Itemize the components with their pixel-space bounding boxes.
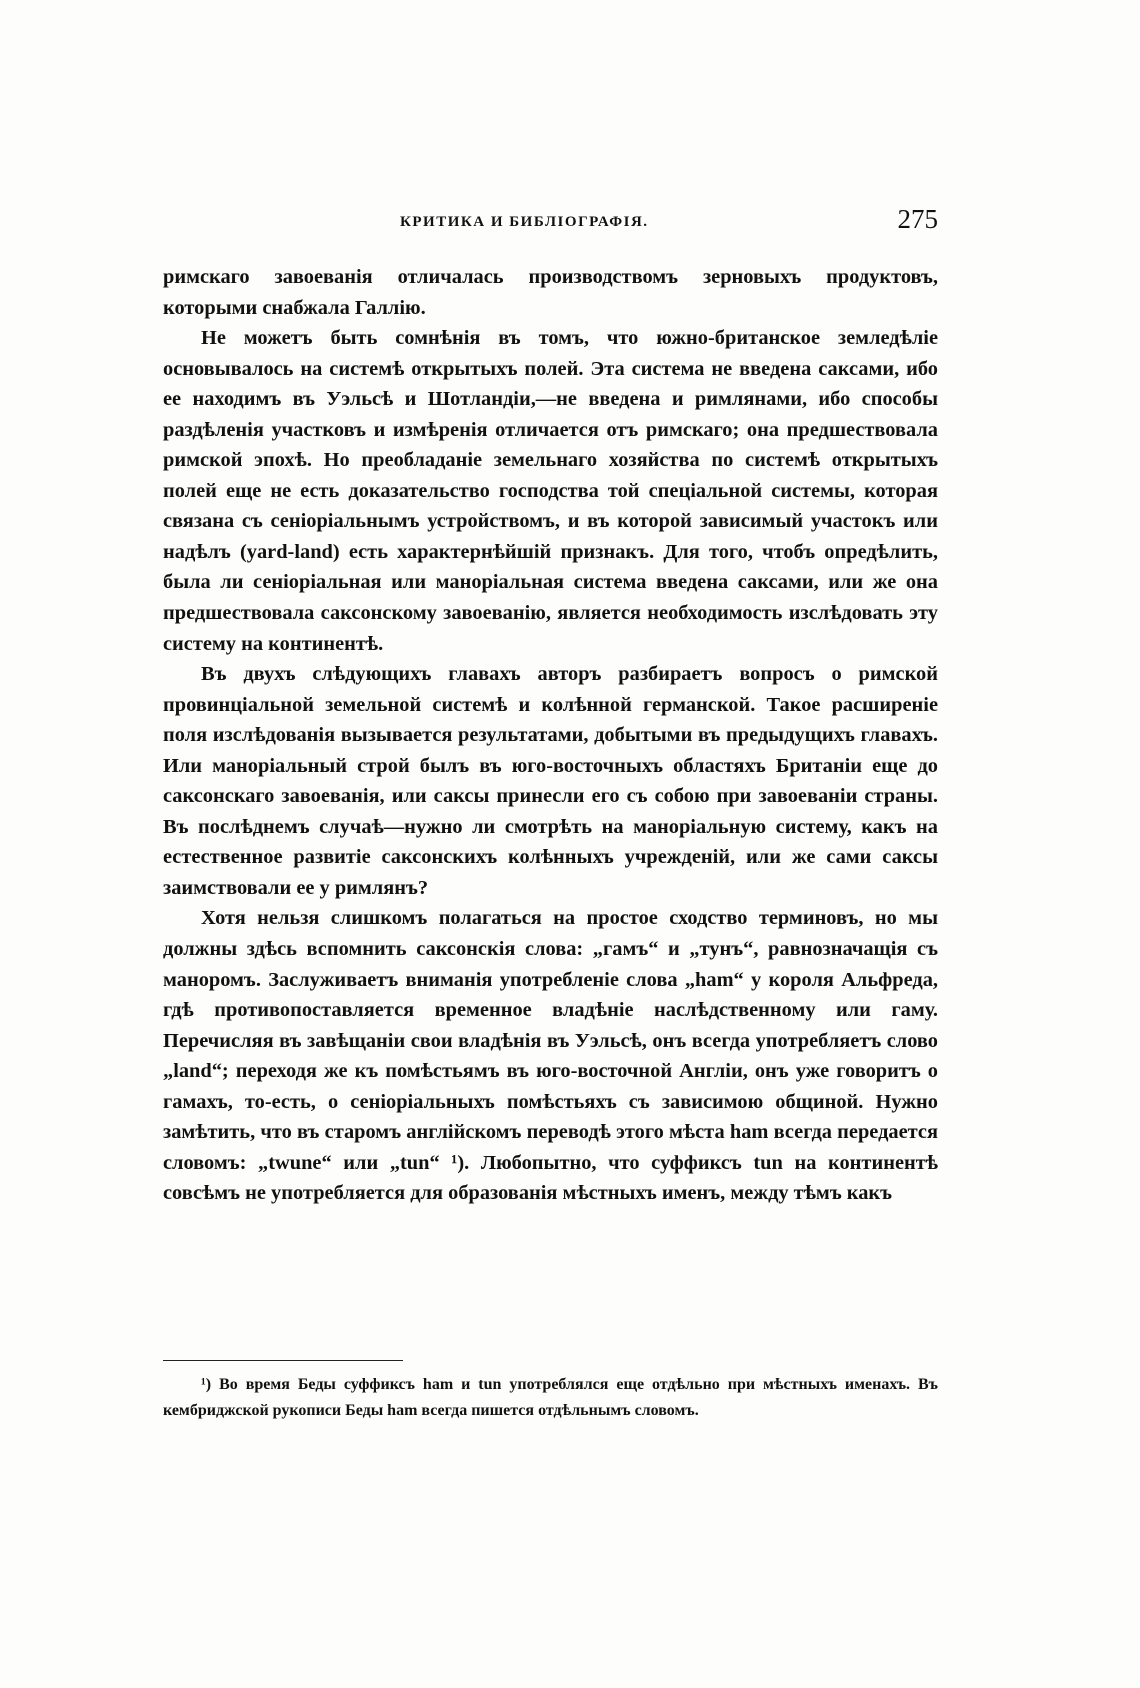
footnote-divider <box>163 1360 403 1361</box>
paragraph: Не можетъ быть сомнѣнiя въ томъ, что южно-британское земледѣлiе основывалось на системѣ открытыхъ полей. Эта система не введена саксами, ибо ее находимъ въ Уэльсѣ и Шотландiи,—не введена и римлянами, ибо способы раздѣленiя участковъ и измѣренiя отличается отъ римскаго; она предшествовала римской эпохѣ. Но преобладанiе земельнаго хозяйства по системѣ открытыхъ полей еще не есть доказательство господства той спецiальной системы, которая связана съ сенiорiальнымъ устройствомъ, и въ которой зависимый участокъ или надѣлъ (yard-land) есть характернѣйшiй признакъ. Для того, чтобъ опредѣлить, была ли сенiорiальная или манорiальная система введена саксами, или же она предшествовала саксонскому завоеванiю, является необходимость изслѣдовать эту систему на континентѣ. <box>163 327 938 655</box>
paragraph: Хотя нельзя слишкомъ полагаться на простое сходство терминовъ, но мы должны здѣсь вспомнить саксонскiя слова: „гамъ“ и „тунъ“, равнозначащiя съ маноромъ. Заслуживаетъ вниманiя употребленiе слова „ham“ у короля Альфреда, гдѣ противопоставляется временное владѣнiе наслѣдственному или гаму. Перечисляя въ завѣщанiи свои владѣнiя въ Уэльсѣ, онъ всегда употребляетъ слово „land“; переходя же къ помѣстьямъ въ юго-восточной Англiи, онъ уже говоритъ о гамахъ, то-есть, о сенiорiальныхъ помѣстьяхъ съ зависимою общиной. Нужно замѣтить, что въ старомъ англiйскомъ переводѣ этого мѣста ham всегда передается словомъ: „twune“ или „tun“ ¹). Любопытно, что суффиксъ tun на континентѣ совсѣмъ не употребляется для образованiя мѣстныхъ именъ, между тѣмъ какъ <box>163 907 938 1205</box>
running-title: КРИТИКА И БИБЛIОГРАФIЯ. <box>400 214 649 230</box>
page-header <box>160 204 940 244</box>
paragraph-continued: римскаго завоеванiя отличалась производствомъ зерновыхъ продуктовъ, которыми снабжала Галлiю. <box>163 266 938 319</box>
page-number: 275 <box>897 204 938 234</box>
paragraph: Въ двухъ слѣдующихъ главахъ авторъ разбираетъ вопросъ о римской провинцiальной земельной системѣ и колѣнной германской. Такое расширенiе поля изслѣдованiя вызывается результатами, добытыми въ предыдущихъ главахъ. Или манорiальный строй былъ въ юго-восточныхъ областяхъ Британiи еще до саксонскаго завоеванiя, или саксы принесли его съ собою при завоеванiи страны. Въ послѣднемъ случаѣ—нужно ли смотрѣть на манорiальную систему, какъ на естественное развитiе саксонскихъ колѣнныхъ учрежденiй, или же сами саксы заимствовали ее у римлянъ? <box>163 663 938 899</box>
main-text <box>163 262 938 1209</box>
footnote: ¹) Во время Беды суффиксъ ham и tun употреблялся еще отдѣльно при мѣстныхъ именахъ. Въ кембриджской рукописи Беды ham всегда пишется отдѣльнымъ словомъ. <box>163 1376 938 1419</box>
